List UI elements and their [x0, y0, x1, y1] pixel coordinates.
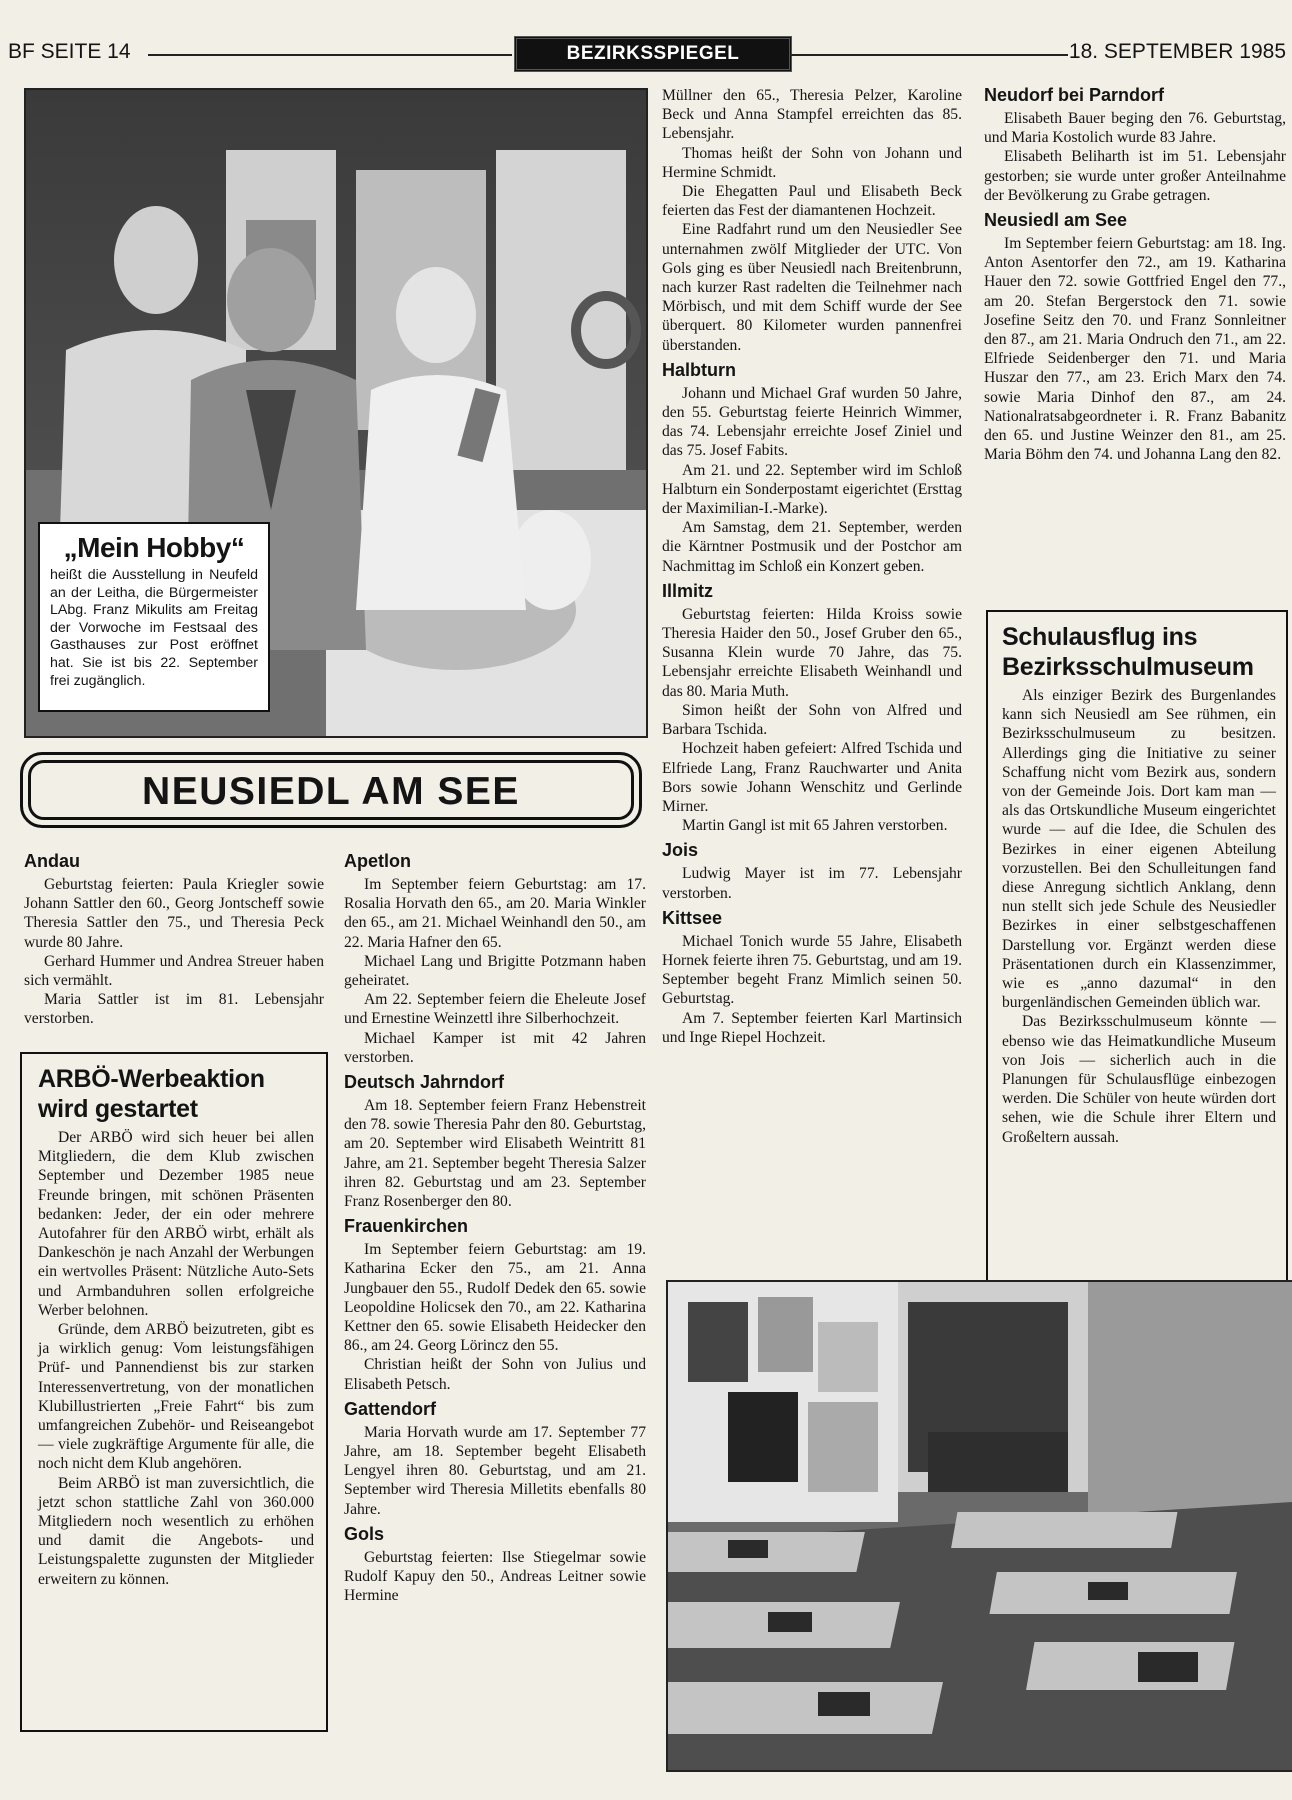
jois-paragraph: Ludwig Mayer ist im 77. Lebensjahr verstorben. [662, 865, 962, 902]
neusiedl-paragraph: Im September feiern Geburtstag: am 18. Ing. Anton Asentorfer den 72., am 19. Katharina Hauer den 72. sowie Gottfried Engel den 77., am 20. Stefan Bergerstock den 71. sowie Josefine Seitz den 70. und Franz Sonnleitner den 87., am 21. Maria Ondruch den 71., am 22. Elfriede Seidenberger den 71. und Maria Huszar den 77., am 23. Erich Marx den 74. sowie Maria Dinhof den 87., am 24. Nationalratsabgeordneter i. R. Franz Babanitz den 65. und Justine Weinzer den 81., am 25. Maria Böhm den 74. und Johanna Lang den 82. [984, 235, 1286, 464]
jois-heading: Jois [662, 840, 699, 861]
arbo-paragraph: Der ARBÖ wird sich heuer bei allen Mitgliedern, die dem Klub zwischen September und Dezember 1985 neue Freunde bringen, mit schönen Präsenten bedanken: Jeder, der ein oder mehrere Autofahrer für den ARBÖ wirbt, erhält als Dankeschön je nach Anzahl der Werbungen ein wertvolles Präsent: Nützliche Auto-Sets und Armbanduhren sollen erfolgreiche Werber belohnen. [38, 1129, 314, 1319]
frauenkirchen-paragraph: Christian heißt der Sohn von Julius und Elisabeth Petsch. [344, 1356, 646, 1393]
column-4 [984, 80, 1286, 464]
arbo-paragraph: Gründe, dem ARBÖ beizutreten, gibt es ja wirklich genug: Vom leistungsfähigen Prüf- und Pannendienst bis zur starken Interessenvertretung, von der monatlichen Klubillustrierten „Freie Fahrt“ bis zum umfangreichen Zubehör- und Reiseangebot — viele zugkräftige Argumente für alle, die noch nicht dem Klub angehören. [38, 1321, 314, 1473]
illmitz-paragraph: Hochzeit haben gefeiert: Alfred Tschida und Elfriede Lang, Franz Rauchwarter und Anita Bors sowie Johann Wenschitz und Gerlinde Mirner. [662, 740, 962, 815]
classroom-photo [666, 1280, 1292, 1772]
halbturn-heading: Halbturn [662, 359, 736, 380]
column-2 [344, 846, 646, 1606]
gols-continued-paragraph: Die Ehegatten Paul und Elisabeth Beck feierten das Fest der diamantenen Hochzeit. [662, 183, 962, 220]
arbo-paragraph: Beim ARBÖ ist man zuversichtlich, die jetzt schon stattliche Zahl von 360.000 Mitgliedern noch wesentlich zu erhöhen und damit die Angebots- und Leistungspalette zugunsten der Mitglieder erweitern zu können. [38, 1474, 314, 1588]
neusiedl-heading: Neusiedl am See [984, 210, 1128, 231]
andau-paragraph: Geburtstag feierten: Paula Kriegler sowie Johann Sattler den 60., Georg Jontscheff sowie Theresia Sattler den 75., und Theresia Peck wurde 80 Jahre. [24, 876, 324, 951]
illmitz-paragraph: Geburtstag feierten: Hilda Kroiss sowie Theresia Haider den 50., Josef Gruber den 65., Susanna Klein wurde 70 Jahre, das 75. Lebensjahr erreichte Elisabeth Weinhandl und das 80. Maria Muth. [662, 605, 962, 700]
andau-paragraph: Gerhard Hummer und Andrea Streuer haben sich vermählt. [24, 952, 324, 990]
gols-continued-paragraph: Thomas heißt der Sohn von Johann und Hermine Schmidt. [662, 144, 962, 181]
gattendorf-heading: Gattendorf [344, 1398, 436, 1419]
apetlon-paragraph: Michael Kamper ist mit 42 Jahren verstorben. [344, 1029, 646, 1066]
photo-caption [38, 522, 270, 712]
kittsee-heading: Kittsee [662, 907, 723, 928]
header-rule-left [148, 54, 512, 56]
illmitz-paragraph: Simon heißt der Sohn von Alfred und Barbara Tschida. [662, 701, 962, 739]
halbturn-paragraph: Am Samstag, dem 21. September, werden die Kärntner Postmusik und der Postchor am Nachmittag im Schloß ein Konzert geben. [662, 519, 962, 575]
gols-paragraph: Geburtstag feierten: Ilse Stiegelmar sowie Rudolf Kapuy den 50., Andreas Leitner sowie Hermine [344, 1548, 646, 1605]
apetlon-heading: Apetlon [344, 851, 411, 871]
caption-text: heißt die Ausstellung in Neufeld an der Leitha, die Bürgermeister LAbg. Franz Mikulits am Freitag der Vorwoche im Festsaal des Gasthauses zur Post eröffnet hat. Sie ist bis 22. September frei zugänglich. [50, 567, 258, 689]
section-banner-title: NEUSIEDL AM SEE [28, 760, 634, 820]
apetlon-paragraph: Am 22. September feiern die Eheleute Josef und Ernestine Weinzettl ihre Silberhochzeit. [344, 991, 646, 1028]
schulausflug-box [986, 610, 1288, 1282]
schulausflug-paragraph: Als einziger Bezirk des Burgenlandes kann sich Neusiedl am See rühmen, ein Bezirksschulmuseum zu besitzen. Allerdings ging die Initiative zu seiner Schaffung nicht vom Bezirk aus, sondern von der Gemeinde Jois. Dort kam man — als das Ortskundliche Museum eingerichtet wurde — auf die Idee, die Schulen des Bezirkes in einer eigenen Abteilung vorzustellen. Bei den Schulleitungen fand diese Anregung sichtlich Anklang, denn nun stellt sich jede Schule des Neusiedler Bezirkes in einer selbstgeschaffenen Darstellung vor. Ergänzt werden diese Präsentationen durch ein Klassenzimmer, wie es „anno dazumal“ in den burgenländischen Gemeinden üblich war. [1002, 687, 1276, 1012]
frauenkirchen-heading: Frauenkirchen [344, 1216, 469, 1237]
apetlon-paragraph: Im September feiern Geburtstag: am 17. Rosalia Horvath den 65., am 20. Maria Winkler den 65., am 21. Michael Weinhandl den 50., am 22. Maria Hafner den 65. [344, 876, 646, 951]
gols-continued-paragraph: Müllner den 65., Theresia Pelzer, Karoline Beck und Anna Stampfel erreichten das 85. Lebensjahr. [662, 87, 962, 143]
halbturn-paragraph: Am 21. und 22. September wird im Schloß Halbturn ein Sonderpostamt eigerichtet (Ersttag der Maximilian-I.-Marke). [662, 461, 962, 518]
header-rule-right [790, 54, 1068, 56]
schulausflug-heading: Schulausflug ins Bezirksschulmuseum [1002, 623, 1254, 681]
neudorf-paragraph: Elisabeth Beliharth ist im 51. Lebensjahr gestorben; sie wurde unter großer Anteilnahme der Bevölkerung zu Grabe getragen. [984, 148, 1286, 204]
halbturn-paragraph: Johann und Michael Graf wurden 50 Jahre, den 55. Geburtstag feierte Heinrich Wimmer, das 74. Lebensjahr erreichte Josef Ziniel und das 75. Josef Fabits. [662, 384, 962, 460]
column-1 [24, 846, 324, 1029]
andau-paragraph: Maria Sattler ist im 81. Lebensjahr verstorben. [24, 991, 324, 1028]
apetlon-paragraph: Michael Lang und Brigitte Potzmann haben geheiratet. [344, 952, 646, 990]
kittsee-paragraph: Am 7. September feierten Karl Martinsich und Inge Riepel Hochzeit. [662, 1009, 962, 1046]
column-3 [662, 86, 962, 1047]
page-number: BF SEITE 14 [8, 40, 131, 63]
section-banner [20, 752, 642, 828]
caption-title: „Mein Hobby“ [63, 532, 245, 563]
illmitz-paragraph: Martin Gangl ist mit 65 Jahren verstorben. [682, 817, 948, 835]
neudorf-paragraph: Elisabeth Bauer beging den 76. Geburtstag, und Maria Kostolich wurde 83 Jahre. [984, 110, 1286, 147]
kittsee-paragraph: Michael Tonich wurde 55 Jahre, Elisabeth Hornek feierte ihren 75. Geburtstag, und am 19. September begeht Franz Mimlich seinen 50. Geburtstag. [662, 932, 962, 1008]
gattendorf-paragraph: Maria Horvath wurde am 17. September 77 Jahre, am 18. September begeht Elisabeth Lengyel ihren 80. Geburtstag, und am 21. September wird Theresia Milletits ebenfalls 80 Jahre. [344, 1423, 646, 1518]
section-kicker: BEZIRKSSPIEGEL [514, 36, 792, 72]
schulausflug-paragraph: Das Bezirksschulmuseum könnte — ebenso wie das Heimatkundliche Museum von Jois — sicherlich auch in die Planungen für Schulausflüge einbezogen werden. Die Schüler von heute würden dort sehen, wie die Schule ihrer Eltern und Großeltern aussah. [1002, 1013, 1276, 1146]
illmitz-heading: Illmitz [662, 580, 714, 601]
deutsch-jahrndorf-heading: Deutsch Jahrndorf [344, 1072, 505, 1093]
deutsch-jahrndorf-paragraph: Am 18. September feiern Franz Hebenstreit den 78. sowie Theresia Pahr den 80. Geburtstag, am 20. September wird Elisabeth Weintritt 81 Jahre, am 21. September begeht Theresia Salzer ihren 82. Geburtstag und am 23. September Franz Rosenberger den 80. [344, 1097, 646, 1211]
gols-continued-paragraph: Eine Radfahrt rund um den Neusiedler See unternahmen zwölf Mitglieder der UTC. Von Gols ging es über Neusiedl nach Breitenbrunn, nach kurzer Rast radelten die Teilnehmer nach Mörbisch, und mit dem Schiff wurde der See überquert. 80 Kilometer wurden pannenfrei überstanden. [662, 221, 962, 354]
issue-date: 18. SEPTEMBER 1985 [1068, 40, 1286, 63]
arbo-heading: ARBÖ-Werbeaktion wird gestartet [38, 1065, 265, 1123]
frauenkirchen-paragraph: Im September feiern Geburtstag: am 19. Katharina Ecker den 75., am 21. Anna Jungbauer den 55., Rudolf Dedek den 65. sowie Leopoldine Holicsek den 70., am 22. Katharina Kettner den 65. sowie Elisabeth Heidecker den 86., am 24. Georg Lörincz den 55. [344, 1241, 646, 1355]
andau-heading: Andau [24, 851, 80, 871]
gols-heading: Gols [344, 1523, 385, 1544]
neudorf-heading: Neudorf bei Parndorf [984, 85, 1165, 105]
arbo-box [20, 1052, 328, 1732]
